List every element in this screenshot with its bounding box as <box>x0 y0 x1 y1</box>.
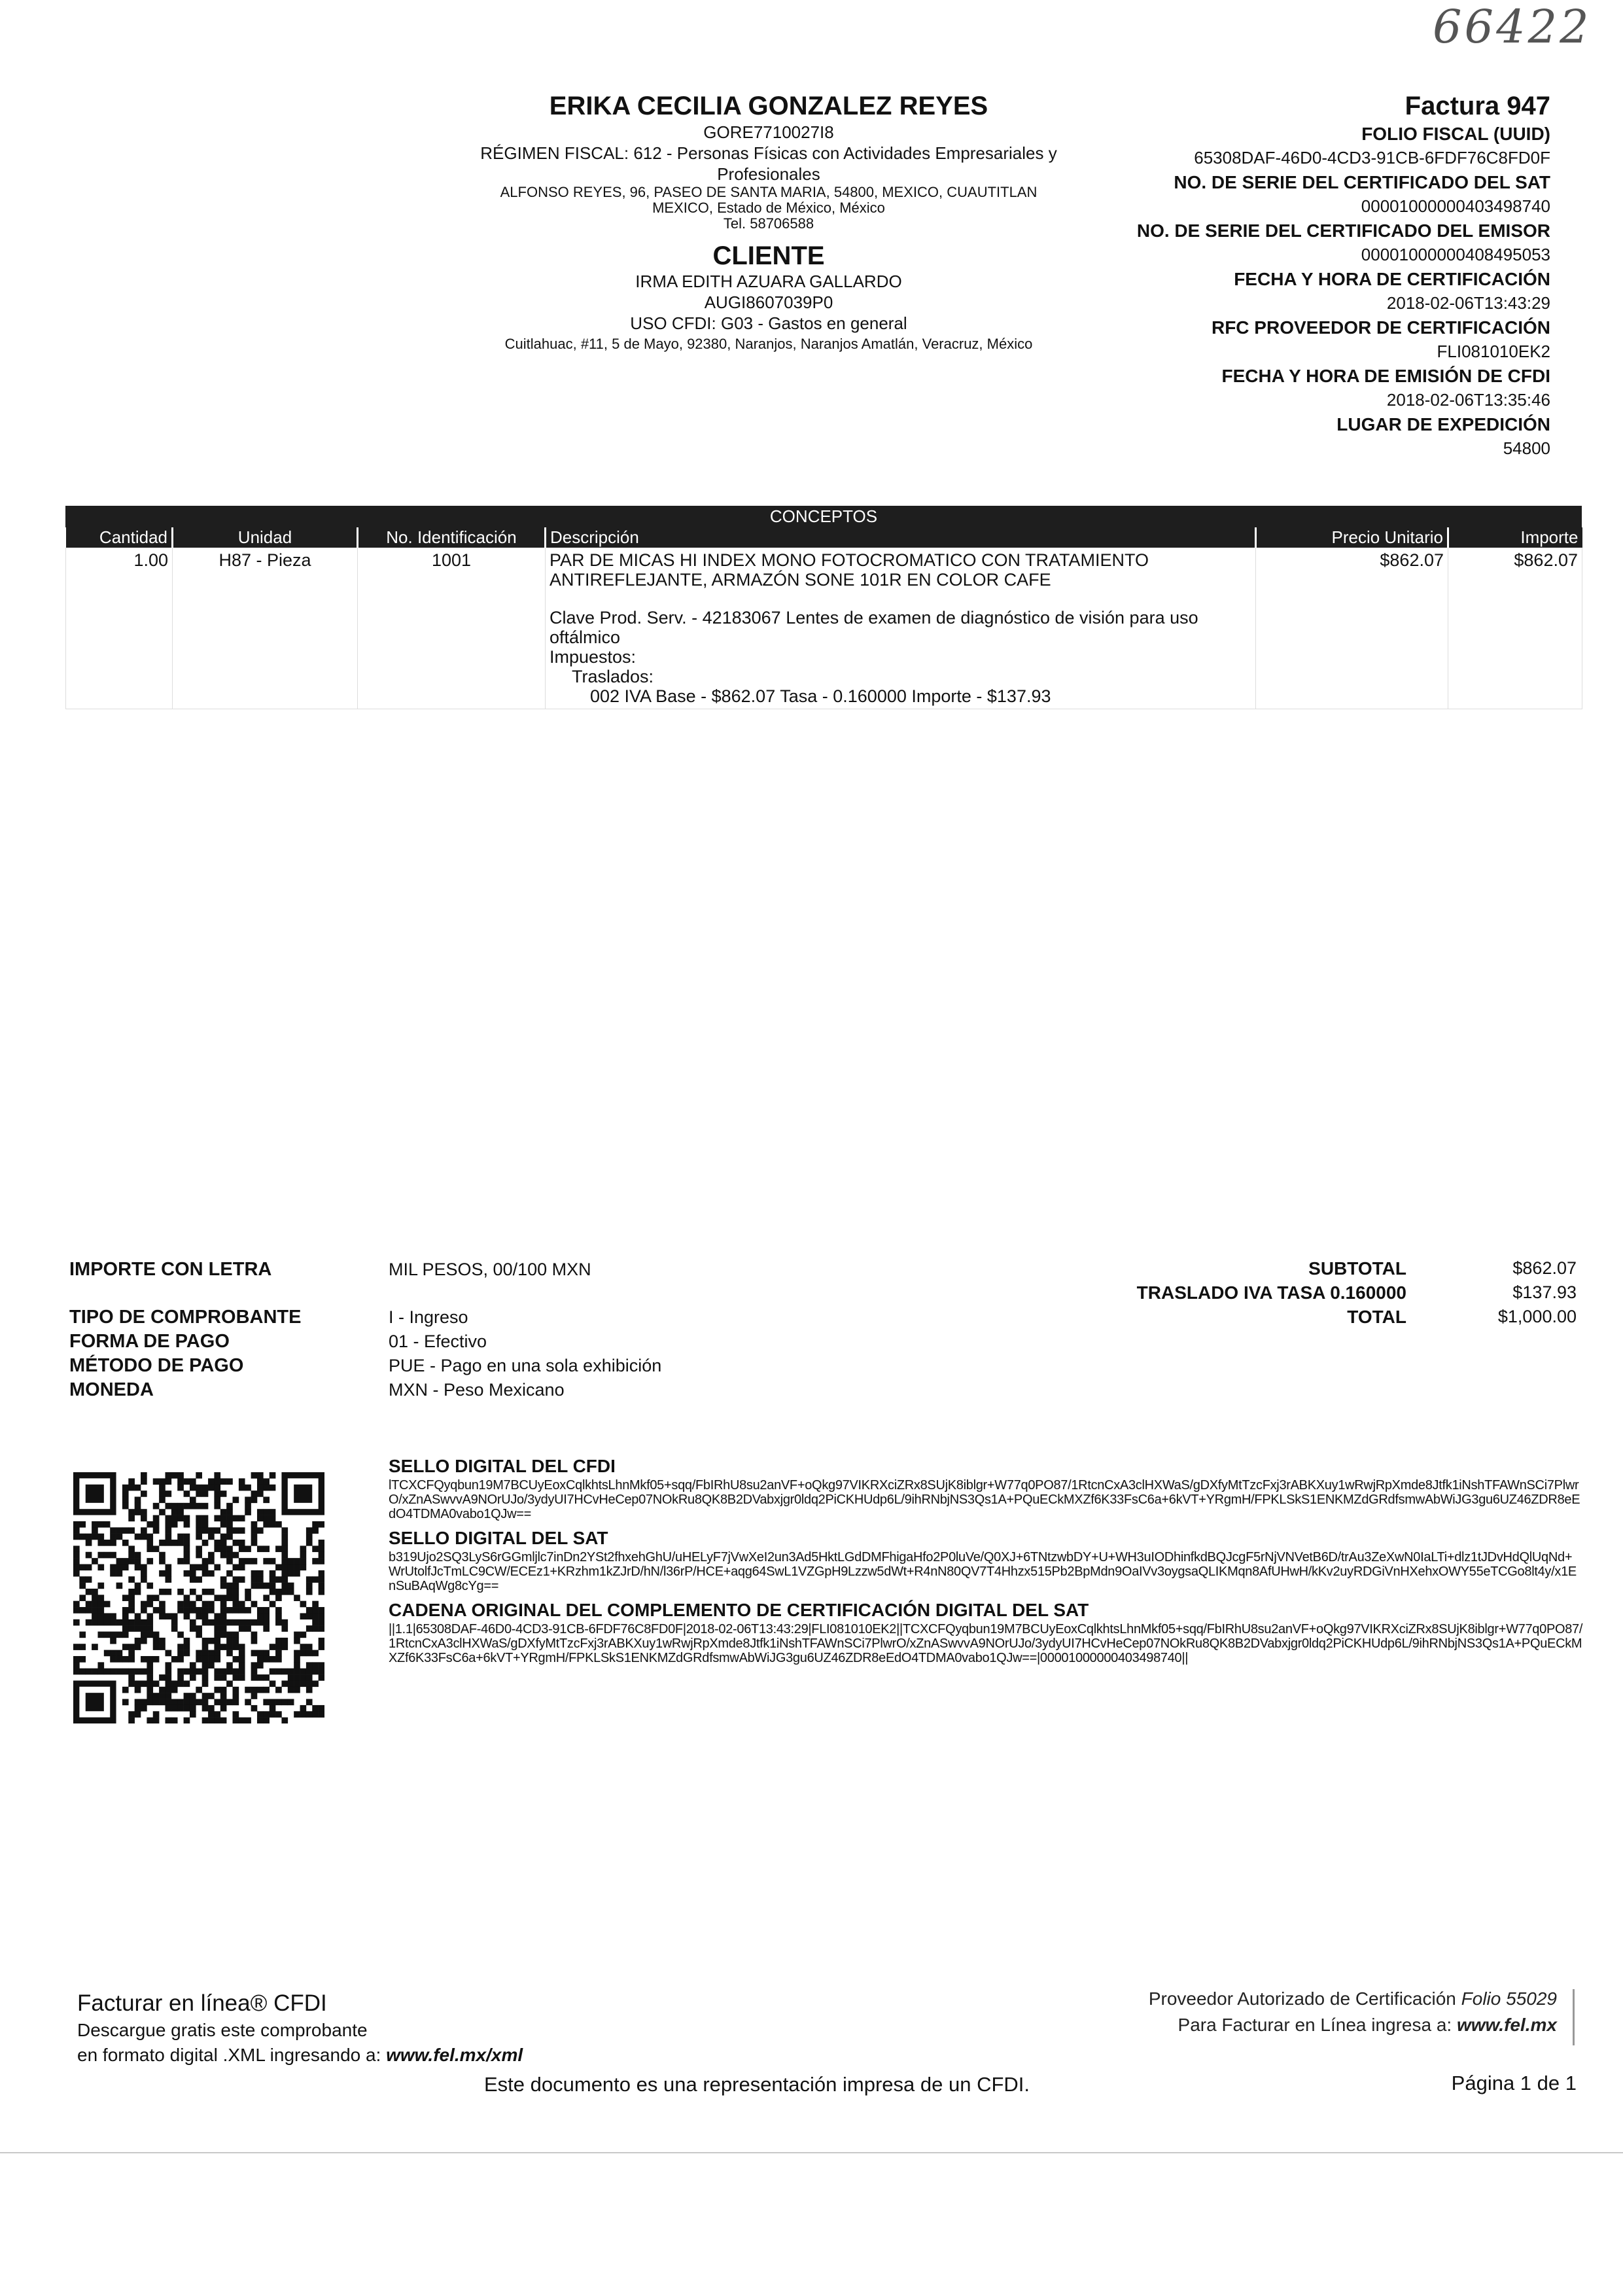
total-label: TOTAL <box>1347 1307 1406 1327</box>
client-title: CLIENTE <box>712 241 825 270</box>
footer-right <box>1047 1986 1557 2038</box>
seals-block <box>389 1449 1583 1665</box>
cadena-original-label: CADENA ORIGINAL DEL COMPLEMENTO DE CERTIFICACIÓN DIGITAL DEL SAT <box>389 1600 1089 1620</box>
footer-line2 <box>77 2043 666 2068</box>
cadena-original-value: ||1.1|65308DAF-46D0-4CD3-91CB-6FDF76C8FD0F|2018-02-06T13:43:29|FLI081010EK2||TCXCFQyqbun19M7BCUyEoxCqlkhtsLhnMkf05+sqq/FbIRhU8su2anVF+oQkg97VIKRXciZRx8SUjK8iblgr+W77q0PO87/1RtcnCxA3clHXWaS/gDXfyMtTzcFxj3rABKXuy1wRwjRpXmde8Jtfk1iNshTFAWnSCi7PlwrO/xZnASwvvA9NOrUJo/3ydyUI7HCvHeCep07NOkRu8QK8B2DVabxjgr0ldq2PiCKHUdp6L/9ihRNbjNS3Qs1A+PQuECkMXZf6K33FsC6a+6kVT+YRgmH/FPKLSkS1ENKMZdGRdfsmwAbWiJG3gu6UZ46ZDR8eEdO4TDMA0vabo1QJw==|00001000000403498740|| <box>389 1622 1583 1665</box>
cell-unidad: H87 - Pieza <box>173 548 358 709</box>
fecha-emision-label: FECHA Y HORA DE EMISIÓN DE CFDI <box>1221 366 1550 386</box>
subtotal-value: $862.07 <box>1512 1258 1577 1278</box>
cert-sat-label: NO. DE SERIE DEL CERTIFICADO DEL SAT <box>1174 172 1550 192</box>
cell-cantidad: 1.00 <box>66 548 173 709</box>
traslados-label: Traslados: <box>572 667 654 686</box>
forma-pago-value: 01 - Efectivo <box>389 1332 487 1351</box>
moneda-label: MONEDA <box>69 1379 154 1400</box>
header-descripcion: Descripción <box>546 527 1256 548</box>
client-name: IRMA EDITH AZUARA GALLARDO <box>635 272 902 291</box>
forma-pago-label: FORMA DE PAGO <box>69 1331 230 1352</box>
header-cantidad: Cantidad <box>66 527 173 548</box>
rfc-proveedor-value: FLI081010EK2 <box>1437 342 1550 361</box>
cert-emisor-value: 00001000000408495053 <box>1361 245 1550 264</box>
issuer-rfc: GORE7710027I8 <box>703 122 834 142</box>
table-row <box>66 548 1582 709</box>
header-precio-unitario: Precio Unitario <box>1256 527 1448 548</box>
moneda-value: MXN - Peso Mexicano <box>389 1380 565 1400</box>
issuer-block <box>432 90 1106 352</box>
facturar-prefix: Para Facturar en Línea ingresa a: <box>1178 2015 1457 2035</box>
tipo-comprobante-label: TIPO DE COMPROBANTE <box>69 1307 302 1328</box>
facturar-line <box>1047 2012 1557 2038</box>
scan-line <box>0 2152 1623 2153</box>
header-no-identificacion: No. Identificación <box>358 527 546 548</box>
handwritten-number: 66422 <box>1433 0 1592 54</box>
qr-code-graphic <box>73 1472 324 1723</box>
iva-line: 002 IVA Base - $862.07 Tasa - 0.160000 Importe - $137.93 <box>590 686 1051 706</box>
footer-xml-link[interactable]: www.fel.mx/xml <box>386 2045 523 2065</box>
concepts-caption: CONCEPTOS <box>65 506 1582 527</box>
invoice-header <box>1106 90 1550 461</box>
clave-prod-serv: Clave Prod. Serv. - 42183067 Lentes de examen de diagnóstico de visión para uso oftálmico <box>550 608 1198 647</box>
fecha-cert-label: FECHA Y HORA DE CERTIFICACIÓN <box>1234 269 1550 289</box>
client-uso-cfdi: USO CFDI: G03 - Gastos en general <box>630 313 907 333</box>
footer-brand: Facturar en línea® CFDI <box>77 1990 327 2016</box>
importe-letra-label: IMPORTE CON LETRA <box>69 1259 272 1280</box>
client-rfc: AUGI8607039P0 <box>704 292 833 312</box>
footer-line1: Descargue gratis este comprobante <box>77 2020 368 2040</box>
impuestos-label: Impuestos: <box>550 647 637 667</box>
header-unidad: Unidad <box>173 527 358 548</box>
issuer-regimen: RÉGIMEN FISCAL: 612 - Personas Físicas con Actividades Empresariales y Profesionales <box>480 143 1057 184</box>
cell-descripcion <box>546 548 1256 709</box>
facturar-link[interactable]: www.fel.mx <box>1456 2015 1557 2035</box>
invoice-title: Factura 947 <box>1405 92 1550 120</box>
cell-precio-unitario: $862.07 <box>1256 548 1448 709</box>
folio-value: 65308DAF-46D0-4CD3-91CB-6FDF76C8FD0F <box>1194 148 1550 168</box>
cell-importe: $862.07 <box>1448 548 1582 709</box>
footer-divider <box>1573 1989 1575 2045</box>
description-text: PAR DE MICAS HI INDEX MONO FOTOCROMATICO CON TRATAMIENTO ANTIREFLEJANTE, ARMAZÓN SONE 101R EN COLOR CAFE <box>550 550 1149 590</box>
footer-left <box>77 1989 666 2068</box>
cert-sat-value: 00001000000403498740 <box>1361 196 1550 216</box>
metodo-pago-label: MÉTODO DE PAGO <box>69 1355 244 1376</box>
lugar-value: 54800 <box>1503 438 1550 458</box>
proveedor-prefix: Proveedor Autorizado de Certificación <box>1148 1988 1461 2009</box>
sello-sat-label: SELLO DIGITAL DEL SAT <box>389 1528 608 1548</box>
concepts-table <box>65 506 1582 709</box>
issuer-name: ERIKA CECILIA GONZALEZ REYES <box>549 92 988 120</box>
issuer-address: ALFONSO REYES, 96, PASEO DE SANTA MARIA, 54800, MEXICO, CUAUTITLAN MEXICO, Estado de México, México <box>500 184 1038 216</box>
proveedor-folio: Folio 55029 <box>1461 1988 1557 2009</box>
cert-emisor-label: NO. DE SERIE DEL CERTIFICADO DEL EMISOR <box>1136 221 1550 241</box>
fecha-cert-value: 2018-02-06T13:43:29 <box>1386 293 1550 313</box>
fecha-emision-value: 2018-02-06T13:35:46 <box>1386 390 1550 410</box>
sello-cfdi-value: lTCXCFQyqbun19M7BCUyEoxCqlkhtsLhnMkf05+sqq/FbIRhU8su2anVF+oQkg97VIKRXciZRx8SUjK8iblgr+W77q0PO87/1RtcnCxA3clHXWaS/gDXfyMtTzcFxj3rABKXuy1wRwjRpXmde8Jtfk1iNshTFAWnSCi7PlwrO/xZnASwvvA9NOrUJo/3ydyUI7HCvHeCep07NOkRu8QK8B2DVabxjgr0ldq2PiCKHUdp6L/9ihRNbjNS3Qs1A+PQuECkMXZf6K33FsC6a+6kVT+YRgmH/FPKLSkS1ENKMZdGRdfsmwAbWiJG3gu6UZ46ZDR8eEdO4TDMA0vabo1QJw== <box>389 1478 1580 1521</box>
rfc-proveedor-label: RFC PROVEEDOR DE CERTIFICACIÓN <box>1211 317 1550 338</box>
proveedor-line <box>1047 1986 1557 2012</box>
footer-line2-prefix: en formato digital .XML ingresando a: <box>77 2045 387 2065</box>
representacion-text: Este documento es una representación impresa de un CFDI. <box>484 2073 1030 2096</box>
qr-code-icon <box>73 1472 324 1723</box>
traslado-iva-label: TRASLADO IVA TASA 0.160000 <box>1136 1282 1406 1303</box>
sello-cfdi-label: SELLO DIGITAL DEL CFDI <box>389 1456 616 1476</box>
folio-label: FOLIO FISCAL (UUID) <box>1361 124 1550 144</box>
traslado-iva-value: $137.93 <box>1512 1282 1577 1302</box>
cell-no-identificacion: 1001 <box>358 548 546 709</box>
total-value: $1,000.00 <box>1497 1307 1577 1326</box>
page-number: Página 1 de 1 <box>1451 2072 1577 2094</box>
sello-sat-value: b319Ujo2SQ3LyS6rGGmljlc7inDn2YSt2fhxehGhU/uHELyF7jVwXeI2un3Ad5HktLGdDMFhigaHfo2P0luVe/Q0XJ+6TNtzwbDY+U+WH3uIODhinfkdBQJcgF5rNjVNVetB6D/trAu3ZeXwN0IaLTi+dlz1tJDvHdQlUqNd+WrUtolfJcTmLC9CW/ECEz1+KRzhm1kZJrD/hN/l36rP/HCE+aqg64SwL1VZGpH9Lzzw5dWt+R4nN80QV7T4Hhzx515Pb2BpMdn9OaIVv3oygsaQLIKMqn8AfUHwH/kKv2uyRDGiVnHXehxOWY55eTCGo8lt4y/x1EnSuBAqWg8cYg== <box>389 1550 1577 1593</box>
client-address: Cuitlahuac, #11, 5 de Mayo, 92380, Naranjos, Naranjos Amatlán, Veracruz, México <box>504 336 1033 352</box>
issuer-phone: Tel. 58706588 <box>723 215 814 232</box>
lugar-label: LUGAR DE EXPEDICIÓN <box>1336 414 1550 434</box>
tipo-comprobante-value: I - Ingreso <box>389 1307 468 1327</box>
header-importe: Importe <box>1448 527 1582 548</box>
totals-block <box>1021 1256 1577 1329</box>
subtotal-label: SUBTOTAL <box>1308 1258 1406 1279</box>
importe-letra-value: MIL PESOS, 00/100 MXN <box>389 1260 591 1279</box>
metodo-pago-value: PUE - Pago en una sola exhibición <box>389 1356 662 1375</box>
